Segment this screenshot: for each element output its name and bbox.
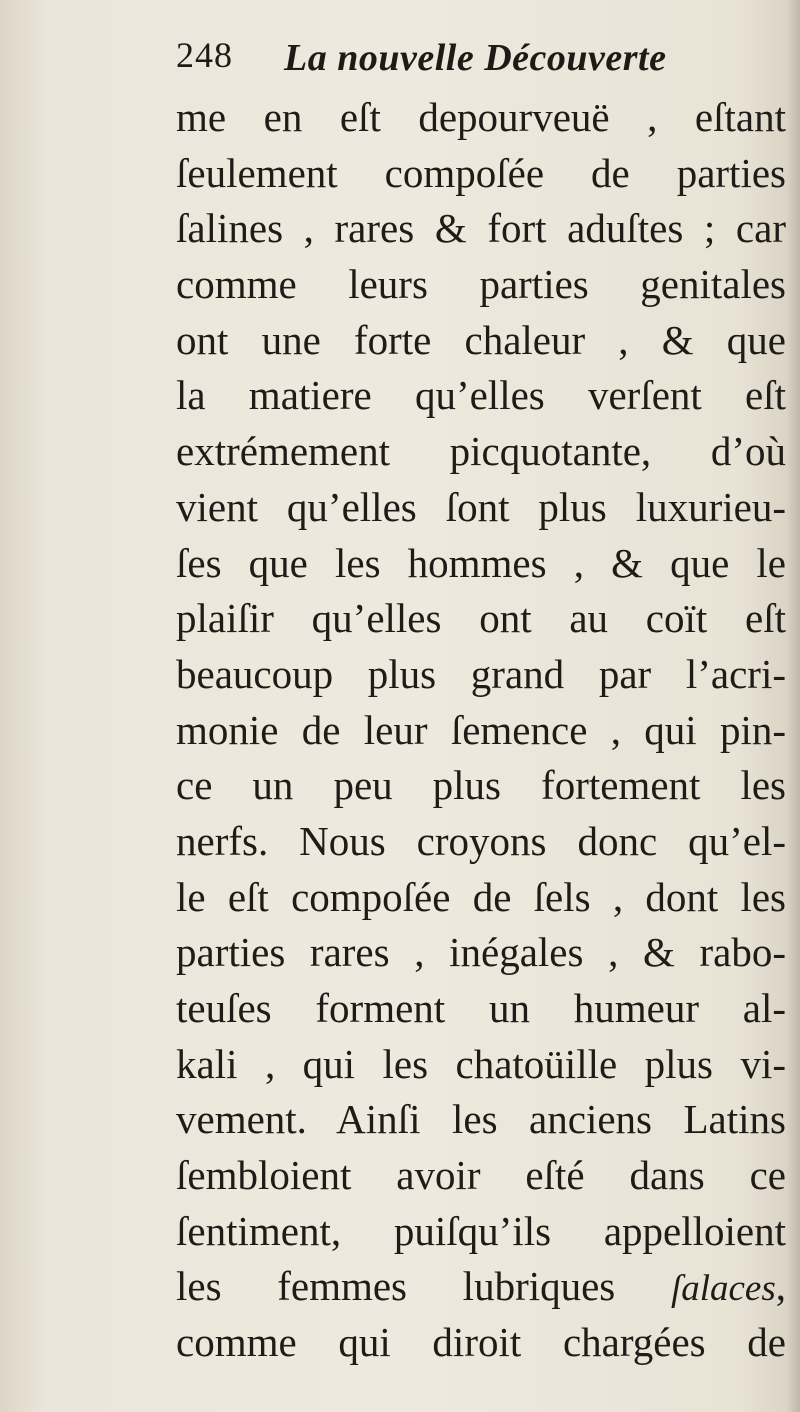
text-line: ce un peu plus fortement les xyxy=(176,762,786,809)
text-line: ſeulement compoſée de parties xyxy=(176,149,786,196)
text-line: teuſes forment un humeur al- xyxy=(176,985,786,1031)
text-line: me en eſt depourveuë , eſtant xyxy=(176,94,786,140)
text-line: comme qui diroit chargées de xyxy=(176,1319,786,1366)
text-line: parties rares , inégales , & rabo- xyxy=(176,929,786,976)
body-text xyxy=(176,90,786,1371)
text-run: les femmes lubriques xyxy=(176,1263,616,1310)
text-line: vement. Ainſi les anciens Latins xyxy=(176,1096,786,1143)
text-line: monie de leur ſemence , qui pin- xyxy=(176,706,786,753)
page-number: 248 xyxy=(176,35,233,75)
page-edge-shadow xyxy=(786,0,800,1412)
text-line: ont une forte chaleur , & que xyxy=(176,316,786,363)
text-line: kali , qui les chatoüille plus vi- xyxy=(176,1040,786,1087)
text-line: le eſt compoſée de ſels , dont les xyxy=(176,873,786,920)
text-line: comme leurs parties genitales xyxy=(176,261,786,308)
running-title: La nouvelle Découverte xyxy=(284,37,667,79)
text-line: ſembloient avoir eſté dans ce xyxy=(176,1152,786,1199)
text-line: ſes que les hommes , & que le xyxy=(176,539,786,586)
text-line: plaiſir qu’elles ont au coït eſt xyxy=(176,595,786,642)
text-run: , xyxy=(775,1263,786,1310)
italic-word: ſalaces xyxy=(670,1268,776,1310)
text-line-mixed xyxy=(176,1259,786,1315)
text-line: ſentiment, puiſqu’ils appelloient xyxy=(176,1207,786,1254)
text-line: la matiere qu’elles verſent eſt xyxy=(176,372,786,419)
running-head xyxy=(176,34,736,94)
text-line: nerfs. Nous croyons donc qu’el- xyxy=(176,817,786,864)
text-line: ſalines , rares & fort aduſtes ; car xyxy=(176,205,786,252)
text-line: vient qu’elles ſont plus luxurieu- xyxy=(176,483,786,530)
text-line: extrémement picquotante, d’où xyxy=(176,428,786,475)
text-line: beaucoup plus grand par l’acri- xyxy=(176,650,786,697)
